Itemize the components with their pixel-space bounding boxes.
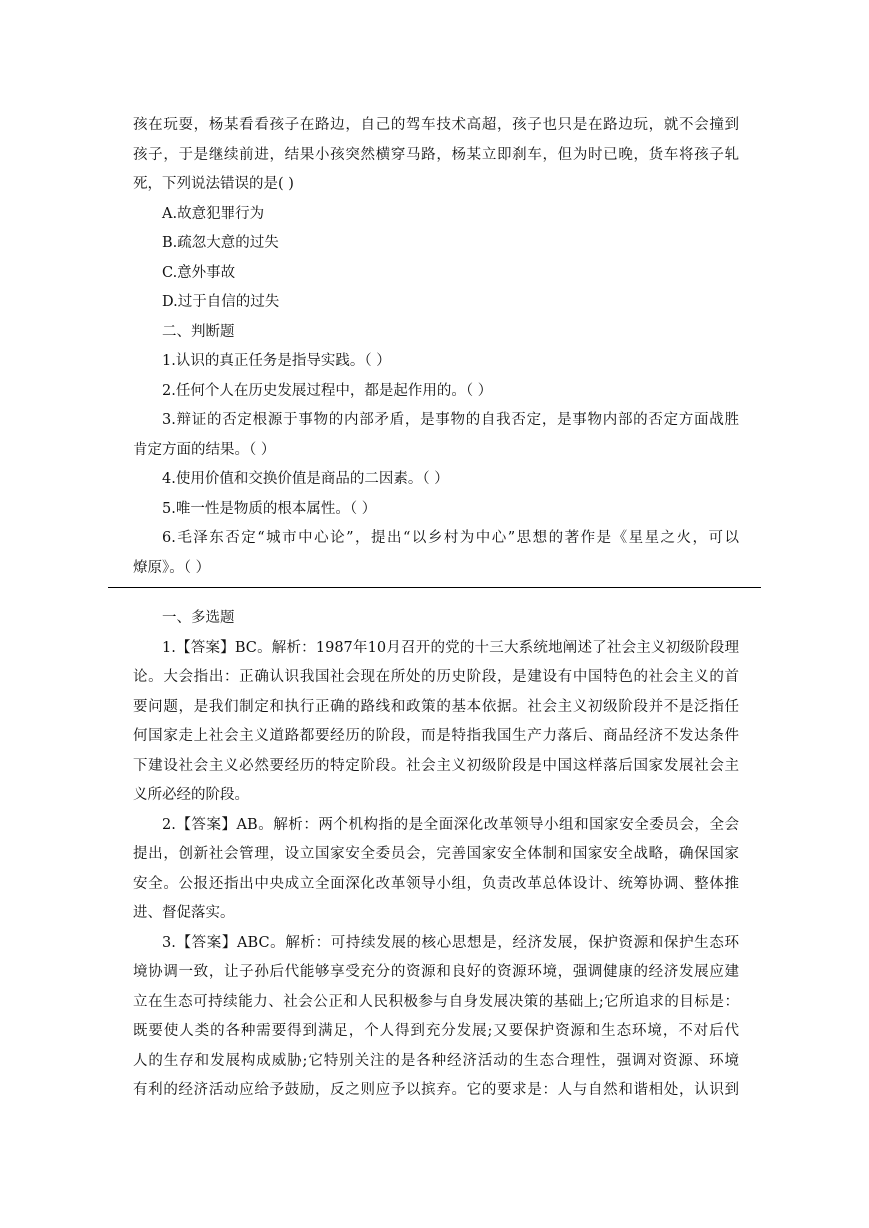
answer-line: 安全。公报还指出中央成立全面深化改革领导小组，负责改革总体设计、统筹协调、整体推 — [133, 875, 739, 892]
answer-line: 3.【答案】ABC。解析：可持续发展的核心思想是，经济发展，保护资源和保护生态环 — [162, 934, 739, 951]
judgment-item-continuation: 肯定方面的结果。（ ） — [133, 441, 276, 458]
option-d: D.过于自信的过失 — [162, 294, 280, 310]
judgment-item: 3.辩证的否定根源于事物的内部矛盾，是事物的自我否定，是事物内部的否定方面战胜 — [162, 412, 739, 428]
judgment-item: 1.认识的真正任务是指导实践。（ ） — [162, 353, 391, 369]
answer-line: 人的生存和发展构成威胁;它特别关注的是各种经济活动的生态合理性，强调对资源、环境 — [133, 1052, 739, 1069]
answer-line: 境协调一致，让子孙后代能够享受充分的资源和良好的资源环境，强调健康的经济发展应建 — [133, 964, 739, 980]
question-text-line: 死，下列说法错误的是( ) — [133, 176, 294, 192]
answers-section — [133, 604, 739, 1106]
question-text-line: 孩子，于是继续前进，结果小孩突然横穿马路，杨某立即刹车，但为时已晚，货车将孩子轧 — [133, 146, 739, 163]
answer-line: 立在生态可持续能力、社会公正和人民积极参与自身发展决策的基础上;它所追求的目标是： — [133, 993, 739, 1010]
judgment-item: 2.任何个人在历史发展过程中，都是起作用的。（ ） — [162, 382, 493, 399]
answer-line: 1.【答案】BC。解析：1987年10月召开的党的十三大系统地阐述了社会主义初级阶段理 — [162, 639, 739, 656]
answer-line: 提出，创新社会管理，设立国家安全委员会，完善国家安全体制和国家安全战略，确保国家 — [133, 846, 739, 862]
option-c: C.意外事故 — [162, 264, 236, 281]
answer-line: 论。大会指出：正确认识我国社会现在所处的历史阶段，是建设有中国特色的社会主义的首 — [133, 669, 739, 685]
judgment-item: 6.毛泽东否定“城市中心论”，提出“以乡村为中心”思想的著作是《星星之火，可以 — [162, 530, 739, 546]
answer-line: 下建设社会主义必然要经历的特定阶段。社会主义初级阶段是中国这样落后国家发展社会主 — [133, 757, 739, 774]
judgment-item: 5.唯一性是物质的根本属性。（ ） — [162, 500, 377, 517]
section-divider — [108, 587, 761, 588]
judgment-item: 4.使用价值和交换价值是商品的二因素。（ ） — [162, 471, 449, 487]
option-b: B.疏忽大意的过失 — [162, 235, 279, 251]
answer-line: 要问题，是我们制定和执行正确的路线和政策的基本依据。社会主义初级阶段并不是泛指任 — [133, 698, 739, 715]
question-text-line: 孩在玩耍，杨某看看孩子在路边，自己的驾车技术高超，孩子也只是在路边玩，就不会撞到 — [133, 117, 739, 133]
option-a: A.故意犯罪行为 — [162, 205, 265, 222]
answer-line: 进、督促落实。 — [133, 905, 235, 921]
answer-line: 何国家走上社会主义道路都要经历的阶段，而是特指我国生产力落后、商品经济不发达条件 — [133, 728, 739, 744]
judgment-item-continuation: 燎原》。（ ） — [133, 559, 211, 576]
judgment-section-heading: 二、判断题 — [162, 323, 235, 340]
answers-heading: 一、多选题 — [162, 610, 235, 626]
question-section — [133, 111, 739, 583]
answer-line: 既要使人类的各种需要得到满足，个人得到充分发展;又要保护资源和生态环境，不对后代 — [133, 1023, 739, 1039]
answer-line: 义所必经的阶段。 — [133, 787, 249, 803]
answer-line: 有利的经济活动应给予鼓励，反之则应予以摈弃。它的要求是：人与自然和谐相处，认识到 — [133, 1082, 739, 1098]
answer-line: 2.【答案】AB。解析：两个机构指的是全面深化改革领导小组和国家安全委员会，全会 — [162, 816, 739, 833]
